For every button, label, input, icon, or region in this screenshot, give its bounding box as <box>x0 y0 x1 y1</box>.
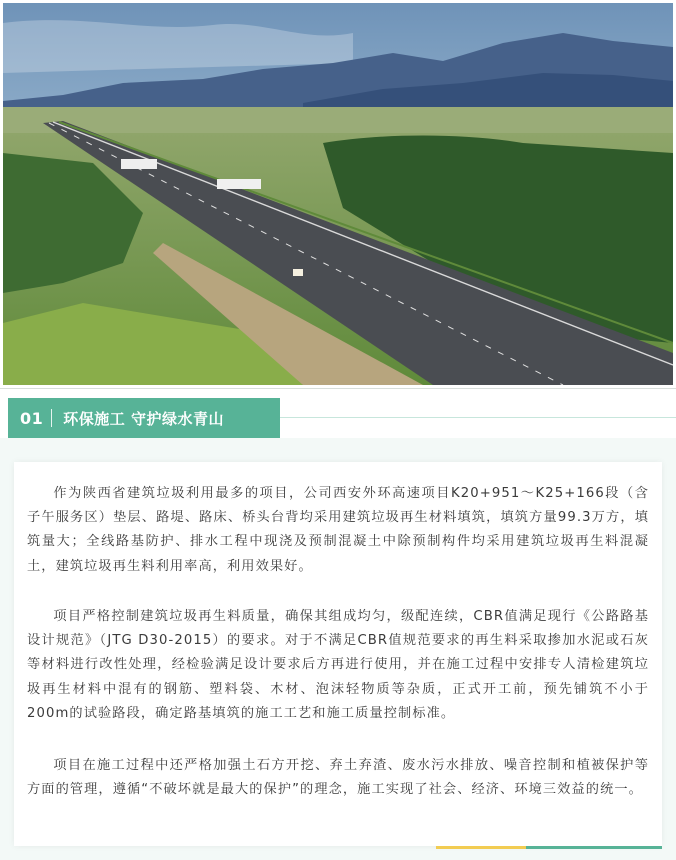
section-divider <box>51 409 52 427</box>
article-card <box>14 462 662 846</box>
section-rule <box>280 417 676 418</box>
section-number: 01 <box>20 408 44 428</box>
article-paragraph-1: 作为陕西省建筑垃圾利用最多的项目，公司西安外环高速项目K20+951～K25+166段（含子午服务区）垫层、路堤、路床、桥头台背均采用建筑垃圾再生材料填筑，填筑方量99.3万方，填筑量大；全线路基防护、排水工程中现浇及预制混凝土中除预制构件均采用建筑垃圾再生料混凝土，建筑垃圾再生料利用率高，利用效果好。 <box>27 486 649 574</box>
gantry-sign-2 <box>217 179 261 189</box>
gantry-sign-1 <box>121 159 157 169</box>
section-header <box>0 398 676 438</box>
article-paragraph-3: 项目在施工过程中还严格加强土石方开挖、弃土弃渣、废水污水排放、噪音控制和植被保护等方面的管理，遵循“不破坏就是最大的保护”的理念，施工实现了社会、经济、环境三效益的统一。 <box>27 758 649 798</box>
hero-photo <box>0 0 676 388</box>
highway-landscape-illustration <box>3 3 673 385</box>
section-title: 环保施工 守护绿水青山 <box>63 409 224 428</box>
footer-accent-yellow <box>436 846 526 849</box>
section-tag <box>8 398 280 438</box>
footer-accent-green <box>526 846 662 849</box>
vehicle <box>293 269 303 276</box>
article-paragraph-2: 项目严格控制建筑垃圾再生料质量，确保其组成均匀，级配连续，CBR值满足现行《公路路基设计规范》（JTG D30-2015）的要求。对于不满足CBR值规范要求的再生料采取掺加水泥或石灰等材料进行改性处理，经检验满足设计要求后方再进行使用，并在施工过程中安排专人清检建筑垃圾再生材料中混有的钢筋、塑料袋、木材、泡沫轻物质等杂质，正式开工前，预先铺筑不小于200m的试验路段，确定路基填筑的施工工艺和施工质量控制标准。 <box>27 609 649 721</box>
